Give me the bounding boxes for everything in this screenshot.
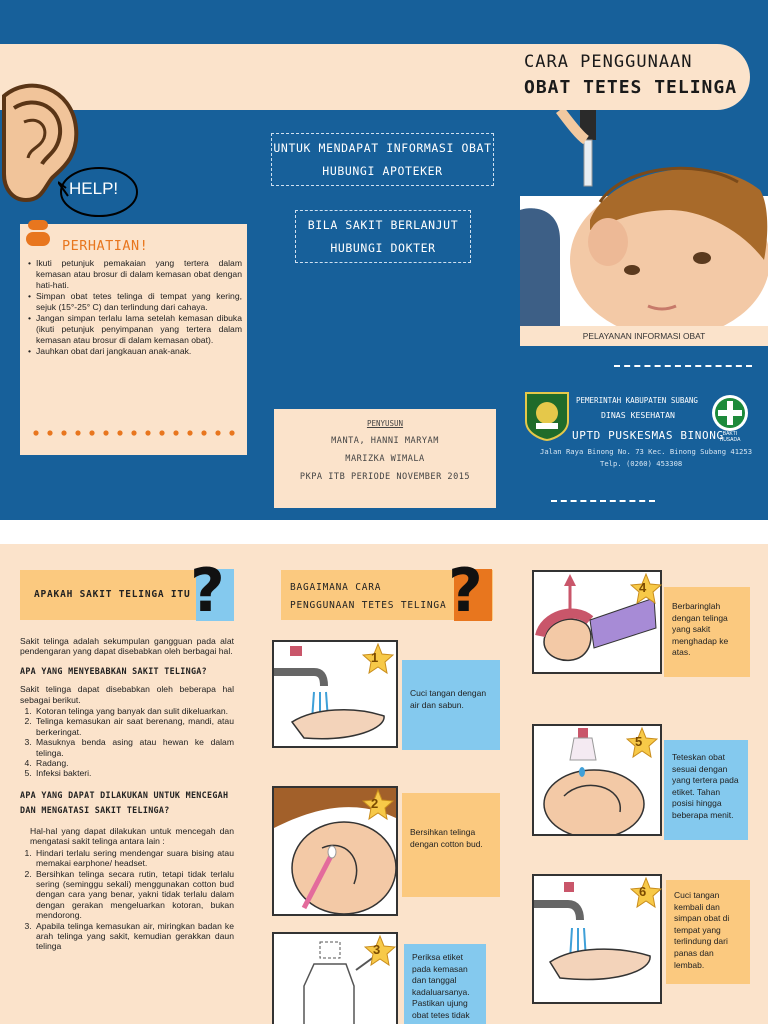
- question-mark-icon: ?: [448, 556, 483, 626]
- title-line-1: CARA PENGGUNAAN: [524, 52, 693, 72]
- agency-address: Jalan Raya Binong No. 73 Kec. Binong Subang 41253: [540, 447, 753, 456]
- causes-list: [20, 706, 234, 779]
- agency-line-3: UPTD PUSKESMAS BINONG: [572, 429, 724, 442]
- photo-caption: PELAYANAN INFORMASI OBAT: [520, 326, 768, 346]
- prevent-item: 2. Bersihkan telinga secara rutin, tetapi tidak terlalu sering (seminggu sekali) menggunakan cotton bud dengan cara yang benar, yakni tidak terlalu dalam dengan gerakan mengeluarkan kotoran, bukan mendorong.: [34, 869, 234, 921]
- subang-logo-icon: [524, 391, 570, 441]
- step-2-number: 2: [371, 796, 379, 811]
- child-ear-drop-photo: [520, 110, 768, 326]
- step-2-note: Bersihkan telinga dengan cotton bud.: [402, 793, 500, 897]
- perhatian-item: • Jangan simpan terlalu lama setelah kemasan dibuka (ikuti petunjuk penyimpanan yang tertera dalam kemasan atau brosur di dalam kemasan obat).: [28, 313, 242, 346]
- prevent-heading: APA YANG DAPAT DILAKUKAN UNTUK MENCEGAH DAN MENGATASI SAKIT TELINGA?: [20, 789, 229, 815]
- penyusun-heading: PENYUSUN: [366, 419, 404, 428]
- help-text: HELP!: [69, 179, 119, 198]
- step-4-number: 4: [639, 580, 647, 595]
- step-5-note: Teteskan obat sesuai dengan yang tertera pada etiket. Tahan posisi hingga beberapa menit.: [664, 740, 748, 840]
- causes-intro: Sakit telinga dapat disebabkan oleh beberapa hal sebagai berikut.: [20, 684, 234, 705]
- penyusun-program: PKPA ITB PERIODE NOVEMBER 2015: [299, 472, 471, 482]
- prevent-item: 3. Apabila telinga kemasukan air, miringkan badan ke arah telinga yang sakit, kemudian gerakkan daun telinga: [34, 921, 234, 952]
- dotted-decoration: [32, 428, 254, 438]
- step-1-note: Cuci tangan dengan air dan sabun.: [402, 660, 500, 750]
- cause-item: 4. Radang.: [34, 758, 234, 768]
- cause-item: 1. Kotoran telinga yang banyak dan sulit dikeluarkan.: [34, 706, 234, 716]
- info-line-1: UNTUK MENDAPAT INFORMASI OBAT: [273, 141, 492, 155]
- content-panel: [0, 544, 768, 1024]
- penyusun-box: [274, 409, 496, 508]
- cause-item: 2. Telinga kemasukan air saat berenang, mandi, atau berkeringat.: [34, 716, 234, 737]
- perhatian-list: [28, 258, 242, 357]
- doctor-line-1: BILA SAKIT BERLANJUT: [307, 218, 459, 232]
- step-1-number: 1: [371, 650, 379, 665]
- perhatian-title: PERHATIAN!: [62, 238, 149, 254]
- doctor-line-2: HUBUNGI DOKTER: [330, 241, 436, 255]
- step-6-number: 6: [639, 884, 647, 899]
- step-3-number: 3: [373, 942, 381, 957]
- usage-heading-line-2: PENGGUNAAN TETES TELINGA: [290, 600, 447, 611]
- step-3-note: Periksa etiket pada kemasan dan tanggal kadaluarsanya. Pastikan ujung obat tetes tidak: [404, 944, 486, 1024]
- warning-drop-icon: [24, 216, 52, 252]
- step-6-note: Cuci tangan kembali dan simpan obat di tempat yang terlindung dari panas dan lembab.: [666, 880, 750, 984]
- perhatian-box: [20, 224, 247, 455]
- bakti-husada-text: BAKTI HUSADA: [719, 431, 741, 443]
- prevent-list: [20, 848, 234, 952]
- divider-dash: [551, 500, 655, 502]
- info-doctor-box: [295, 210, 471, 263]
- step-4-note: Berbaringlah dengan telinga yang sakit menghadap ke atas.: [664, 587, 750, 677]
- perhatian-item: • Ikuti petunjuk pemakaian yang tertera dalam kemasan atau brosur di dalam kemasan obat dengan hati-hati.: [28, 258, 242, 291]
- info-apoteker-box: [271, 133, 494, 186]
- prevent-intro: Hal-hal yang dapat dilakukan untuk mencegah dan mengatasi sakit telinga antara lain :: [30, 825, 234, 847]
- prevent-item: 1. Hindari terlalu sering mendengar suara bising atau memakai earphone/ headset.: [34, 848, 234, 869]
- agency-phone: Telp. (0260) 453308: [600, 459, 683, 468]
- agency-line-2: DINAS KESEHATAN: [601, 410, 675, 420]
- title-line-2: OBAT TETES TELINGA: [524, 77, 738, 98]
- penyusun-name: MANTA, HANNI MARYAM: [331, 436, 439, 446]
- usage-heading-line-1: BAGAIMANA CARA: [290, 582, 382, 593]
- step-5-number: 5: [635, 734, 643, 749]
- perhatian-item: • Simpan obat tetes telinga di tempat yang kering, sejuk (15°-25° C) dan terlindung dari cahaya.: [28, 291, 242, 313]
- perhatian-item: • Jauhkan obat dari jangkauan anak-anak.: [28, 346, 242, 357]
- article-body: [20, 636, 234, 952]
- info-line-2: HUBUNGI APOTEKER: [322, 164, 443, 178]
- question-mark-icon: ?: [190, 556, 225, 626]
- cause-item: 5. Infeksi bakteri.: [34, 768, 234, 778]
- article-intro: Sakit telinga adalah sekumpulan gangguan pada alat pendengaran yang dapat disebabkan oleh berbagai hal.: [20, 636, 234, 657]
- cause-item: 3. Masuknya benda asing atau hewan ke dalam telinga.: [34, 737, 234, 758]
- agency-line-1: PEMERINTAH KABUPATEN SUBANG: [576, 396, 698, 405]
- causes-heading: APA YANG MENYEBABKAN SAKIT TELINGA?: [20, 665, 207, 676]
- divider-dash: [614, 365, 752, 367]
- article-heading: APAKAH SAKIT TELINGA ITU: [34, 589, 191, 600]
- penyusun-name: MARIZKA WIMALA: [345, 454, 425, 464]
